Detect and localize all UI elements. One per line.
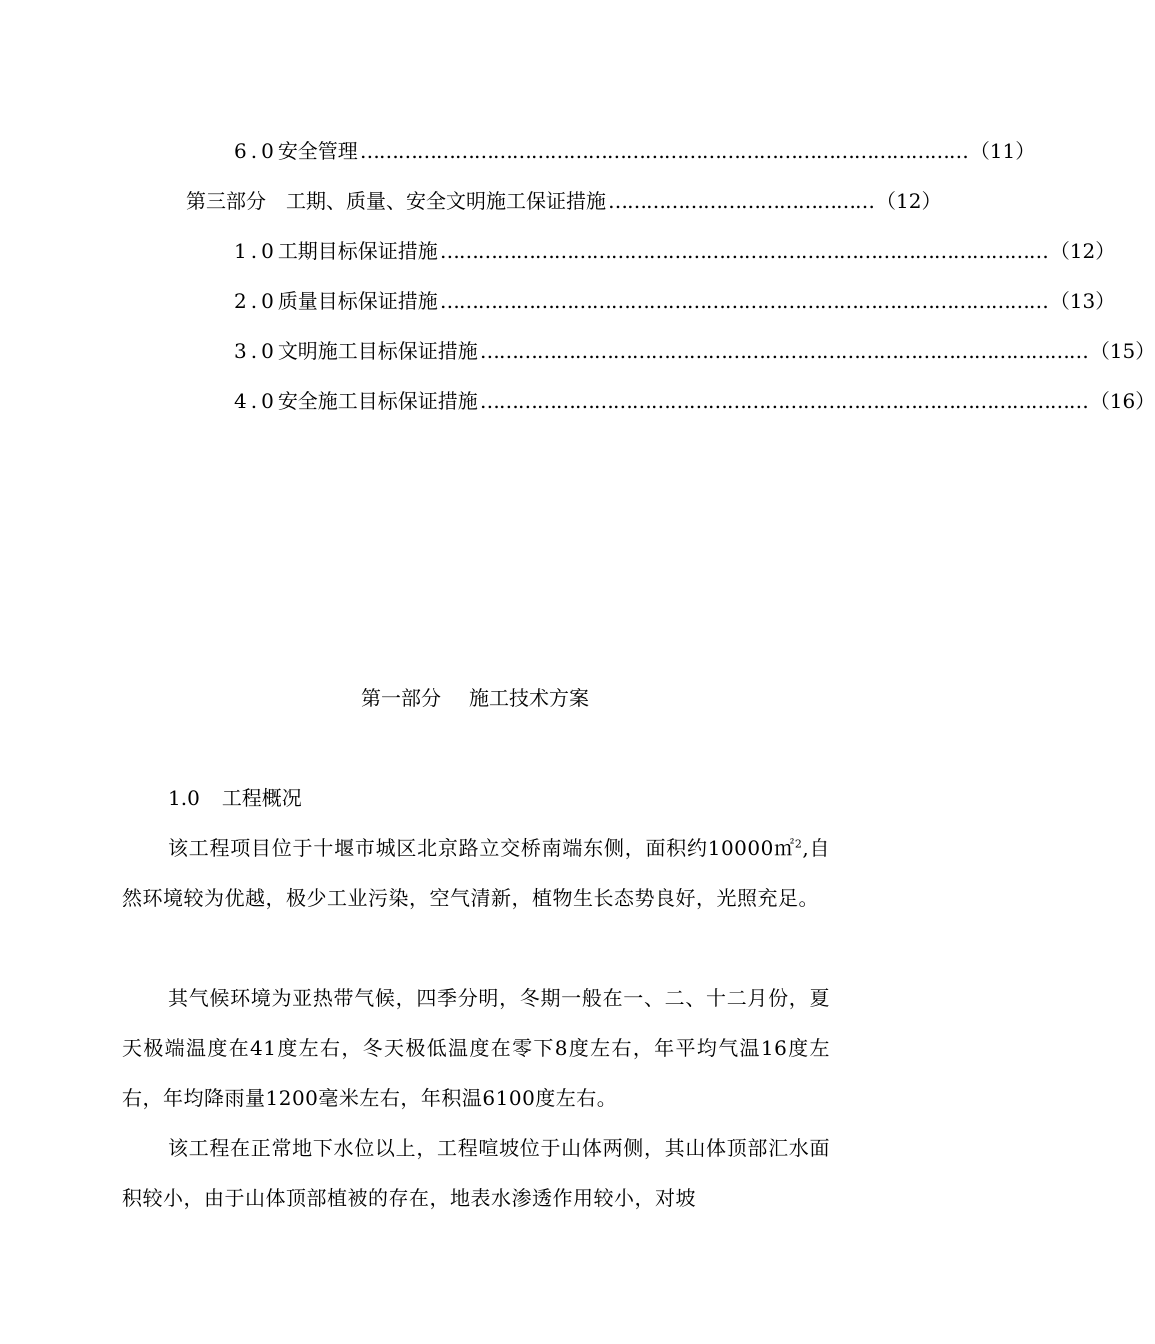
toc-title: 安全管理 (277, 139, 358, 163)
section-heading (0, 683, 950, 713)
section-title: 施工技术方案 (469, 686, 589, 710)
paragraph-text: 其气候环境为亚热带气候，四季分明，冬期一般在一、二、十二月份，夏天极端温度在41度左右，冬天极低温度在零下8度左右，年平均气温16度左右，年均降雨量1200毫米左右，年积温6100度左右。 (122, 986, 830, 1110)
toc-number: 4.0 (234, 389, 278, 413)
subsection-title: 工程概况 (221, 786, 302, 810)
paragraph-text: ,自然环境较为优越，极少工业污染，空气清新，植物生长态势良好，光照充足。 (122, 836, 831, 910)
toc-leader-dots: …………………………………………………………………………………… (439, 289, 1048, 313)
toc-entry-6-0 (234, 136, 1036, 166)
paragraph-text: 该工程在正常地下水位以上，工程喧坡位于山体两侧，其山体顶部汇水面积较小，由于山体顶部植被的存在，地表水渗透作用较小，对坡 (122, 1136, 830, 1210)
toc-leader-dots: …………………………………………………………………………………… (439, 239, 1048, 263)
paragraph-location (122, 823, 830, 923)
toc-title: 质量目标保证措施 (277, 289, 438, 313)
toc-page-number: （11） (969, 139, 1036, 163)
toc-title: 文明施工目标保证措施 (277, 339, 478, 363)
subsection-heading (168, 783, 302, 813)
toc-title: 工期目标保证措施 (277, 239, 438, 263)
toc-number: 2.0 (234, 289, 278, 313)
paragraph-climate (122, 973, 830, 1123)
toc-entry-3-0 (234, 336, 1155, 366)
toc-number: 1.0 (234, 239, 278, 263)
toc-page-number: （12） (876, 189, 942, 213)
toc-entry-4-0 (234, 386, 1155, 416)
toc-page-number: （13） (1049, 289, 1116, 313)
subsection-number: 1.0 (168, 786, 200, 810)
section-part-label: 第一部分 (361, 686, 441, 710)
toc-page-number: （16） (1089, 389, 1155, 413)
toc-entry-1-0 (234, 236, 1116, 266)
toc-page-number: （15） (1089, 339, 1155, 363)
toc-leader-dots: …………………………………… (608, 189, 874, 213)
paragraph-groundwater (122, 1123, 830, 1223)
toc-entry-2-0 (234, 286, 1116, 316)
toc-leader-dots: …………………………………………………………………………………… (479, 389, 1088, 413)
toc-entry-part-3 (186, 186, 942, 216)
toc-leader-dots: …………………………………………………………………………………… (479, 339, 1088, 363)
paragraph-text: 该工程项目位于十堰市城区北京路立交桥南端东侧，面积约10000㎡ (168, 836, 795, 860)
toc-number: 6.0 (234, 139, 278, 163)
toc-number: 3.0 (234, 339, 278, 363)
toc-page-number: （12） (1049, 239, 1116, 263)
toc-title: 第三部分 工期、质量、安全文明施工保证措施 (186, 189, 606, 213)
toc-leader-dots: …………………………………………………………………………………… (359, 139, 968, 163)
toc-title: 安全施工目标保证措施 (277, 389, 478, 413)
superscript: 2 (794, 837, 803, 851)
